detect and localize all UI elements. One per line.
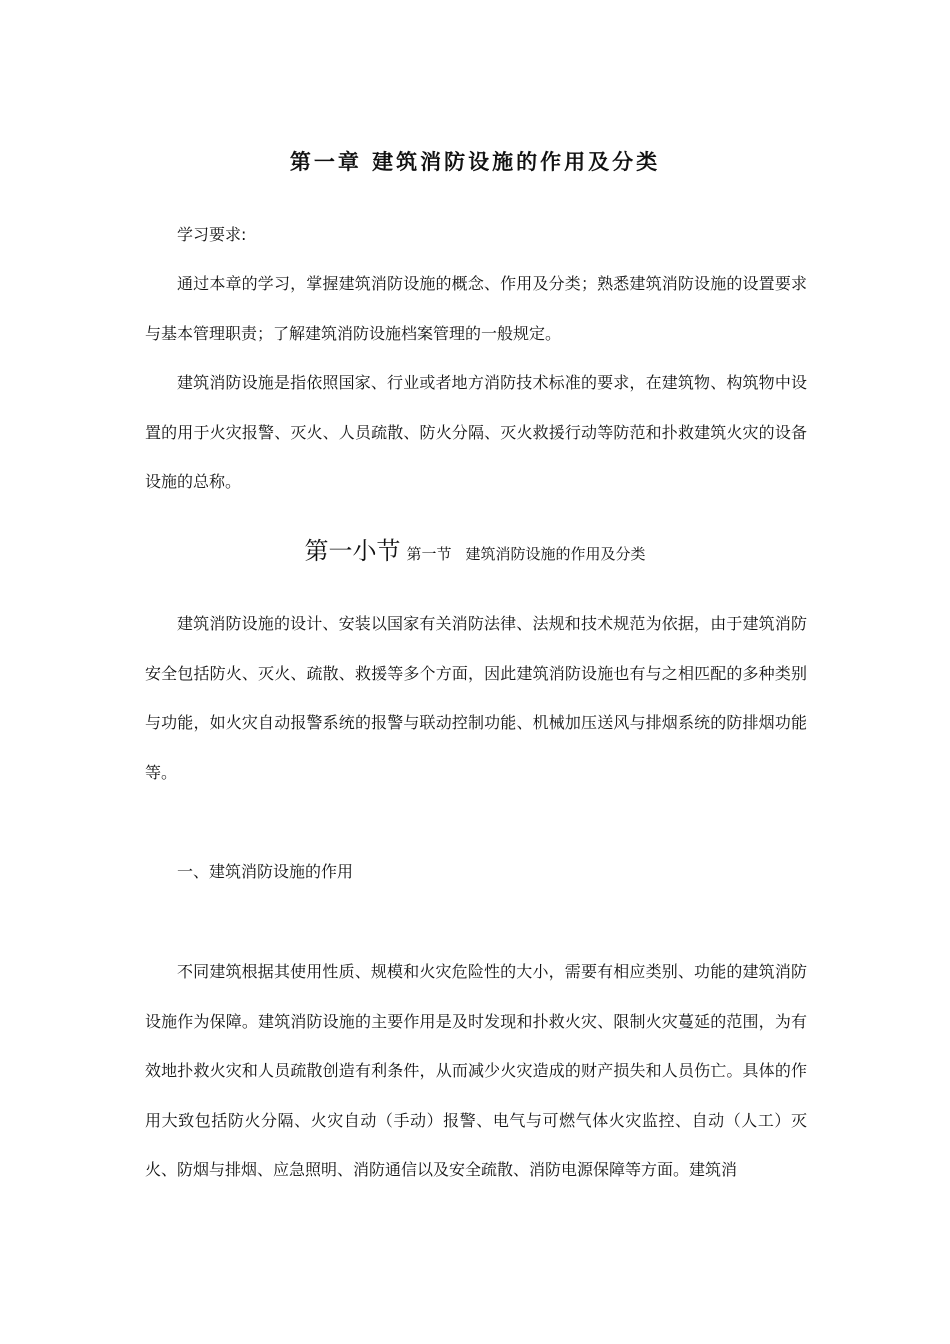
paragraph-chapter-objectives: 通过本章的学习，掌握建筑消防设施的概念、作用及分类；熟悉建筑消防设施的设置要求与基本管理职责；了解建筑消防设施档案管理的一般规定。 [145,274,807,343]
subsection-heading: 一、建筑消防设施的作用 [177,862,354,881]
chapter-title: 第一章 建筑消防设施的作用及分类 [289,150,661,174]
paragraph-functions: 不同建筑根据其使用性质、规模和火灾危险性的大小，需要有相应类别、功能的建筑消防设施作为保障。建筑消防设施的主要作用是及时发现和扑救火灾、限制火灾蔓延的范围，为有效地扑救火灾和人员疏散创造有利条件，从而减少火灾造成的财产损失和人员伤亡。具体的作用大致包括防火分隔、火灾自动（手动）报警、电气与可燃气体火灾监控、自动（人工）灭火、防烟与排烟、应急照明、消防通信以及安全疏散、消防电源保障等方面。建筑消 [145,962,807,1180]
paragraph-definition: 建筑消防设施是指依照国家、行业或者地方消防技术标准的要求，在建筑物、构筑物中设置的用于火灾报警、灭火、人员疏散、防火分隔、灭火救援行动等防范和扑救建筑火灾的设备设施的总称。 [145,373,807,492]
section-heading-label: 第一节 [406,545,452,563]
paragraph-design-basis: 建筑消防设施的设计、安装以国家有关消防法律、法规和技术规范为依据，由于建筑消防安全包括防火、灭火、疏散、救援等多个方面，因此建筑消防设施也有与之相匹配的多种类别与功能，如火灾自动报警系统的报警与联动控制功能、机械加压送风与排烟系统的防排烟功能等。 [145,614,807,782]
section-heading [0,535,950,570]
section-heading-title: 建筑消防设施的作用及分类 [465,545,646,563]
study-requirements-label: 学习要求: [177,225,247,244]
section-heading-large: 第一小节 [304,537,401,565]
